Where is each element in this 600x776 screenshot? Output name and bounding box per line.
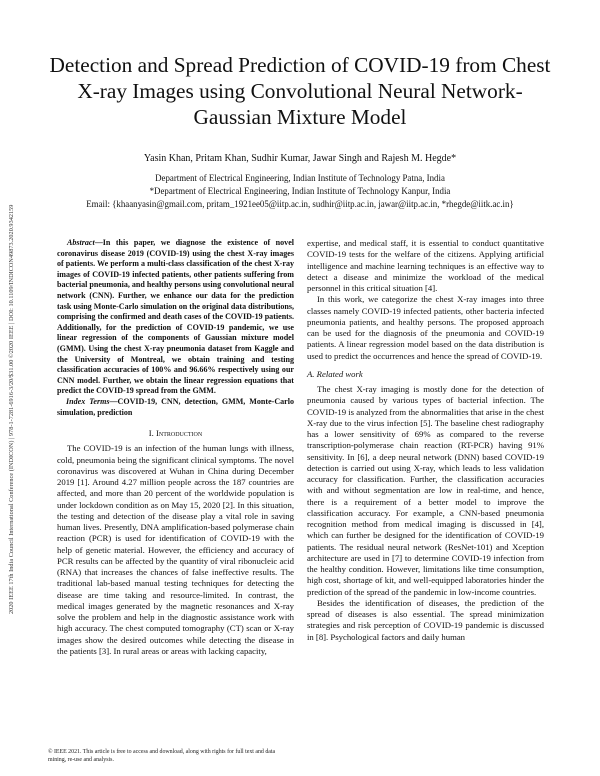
abstract-label: Abstract xyxy=(67,238,95,247)
abstract-text: —In this paper, we diagnose the existence of novel coronavirus disease 2019 (COVID-19) using the chest X-ray images of patients. We perform a multi-class classification of the chest X-ray images of COVID-19 infected patients, other patients suffering from bacterial pneumonia, and healthy persons using convolutional neural network (CNN). Further, we enhance our data for the prediction task using Monte-Carlo simulation on the original data distributions, comprising the confirmed and death cases of the COVID-19 patients. Additionally, for the prediction of COVID-19 pandemic, we use linear regression of the components of Gaussian mixture model (GMM). Using the chest X-ray pneumonia dataset from Kaggle and the University of Montreal, we obtain training and testing classification accuracies of 100% and 96.66% respectively using our CNN model. Further, we obtain the linear regression equations that predict the COVID-19 spread from the GMM. xyxy=(57,238,294,396)
introduction-paragraph: The COVID-19 is an infection of the human lungs with illness, cold, pneumonia being the significant clinical symptoms. The novel coronavirus was discovered at Wuhan in China during December 2019 [1]. Around 4.27 million people across the 187 countries are affected, and more than 20 percent of the worldwide population is under lockdown condition as on May 15, 2020 [2]. In this situation, the testing and detection of the disease play a vital role in saving human lives. Presently, DNA amplification-based polymerase chain reaction (PCR) is used for identification of COVID-19 with the help of genetic material. However, the efficiency and accuracy of PCR results can be affected by the quantity of viral ribonucleic acid (RNA) that increases the chances of false ineffective results. The traditional lab-based manual testing techniques for detecting the disease are time taking and resource-limited. In contrast, the medical images generated by the magnetic resonances and X-ray solve the problem and help in the diagnostic assistance work with high accuracy. The chest computed tomography (CT) scan or X-ray images show the desired outcomes while detecting the disease in the patients [3]. In rural areas or areas with lacking capacity, xyxy=(57,443,294,656)
index-terms xyxy=(57,397,294,418)
body-paragraph-3: The chest X-ray imaging is mostly done for the detection of pneumonia caused by various types of bacterial infection. The COVID-19 is analyzed from the abnormalities that arise in the chest X-ray due to the virus infection [5]. The baseline chest radiography has a lower sensitivity of 69% as compared to the reverse transcription-polymerase chain reaction (RT-PCR) having 91% sensitivity. In [6], a deep neural network (DNN) based COVID-19 detection is carried out using X-ray, which leads to less validation accuracy for classification. Further, the classification accuracies with and without segmentation are low in real-time, and hence, there is a requirement of a better model to improve the classification accuracy. For example, a CNN-based pneumonia recognition method from medical imaging is discussed in [4], which can further be designed for the identification of COVID-19 patients. The residual neural network (ResNet-101) and Xception architecture are used in [7] to determine COVID-19 infection from the healthy condition. However, limitations like time consumption, high cost, shortage of kit, and well-equipped laboratories hinder the prediction of the spread of the pandemic in low-income countries. xyxy=(307,384,544,597)
subsection-heading-related-work: A. Related work xyxy=(307,368,363,379)
abstract xyxy=(57,238,294,397)
copyright-notice: © IEEE 2021. This article is free to access and download, along with rights for full text and data mining, re-use and analysis. xyxy=(48,749,276,763)
index-terms-label: Index Terms xyxy=(66,396,110,406)
email-list: Email: {khaanyasin@gmail.com, pritam_1921ee05@iitp.ac.in, sudhir@iitp.ac.in, jawar@iitp.ac.in, *rhegde@iitk.ac.in} xyxy=(86,199,514,209)
body-paragraph-4: Besides the identification of diseases, the prediction of the spread of diseases is also essential. The spread minimization strategies and risk perception of COVID-19 pandemic is discussed in [8]. Psychological factors and daily human xyxy=(307,597,544,642)
body-paragraph-2: In this work, we categorize the chest X-ray images into three classes namely COVID-19 infected patients, other bacteria infected pneumonia patients, and healthy persons. The proposed approach can be used for the diagnosis of the pneumonia and COVID-19 patients. A linear regression model based on the data distribution is used to predict the occurrences and hence the spread of COVID-19. xyxy=(307,294,544,361)
section-heading-introduction: I. Introduction xyxy=(148,428,203,439)
author-list: Yasin Khan, Pritam Khan, Sudhir Kumar, Jawar Singh and Rajesh M. Hegde* xyxy=(143,153,457,164)
left-column xyxy=(57,238,294,657)
index-terms-text: —COVID-19, CNN, detection, GMM, Monte-Carlo simulation, prediction xyxy=(57,396,294,417)
paper-title: Detection and Spread Prediction of COVID-19 from Chest X-ray Images using Convolutional Neural Network-Gaussian Mixture Model xyxy=(49,53,551,129)
affiliation-kanpur: *Department of Electrical Engineering, Indian Institute of Technology Kanpur, India xyxy=(149,186,451,196)
body-paragraph-1: expertise, and medical staff, it is essential to conduct quantitative COVID-19 tests for the welfare of the citizens. Applying artificial intelligence and machine learning techniques is an effective way to detect a disease and minimize the workload of the medical personnel in this critical situation [4]. xyxy=(307,238,544,293)
affiliation-patna: Department of Electrical Engineering, Indian Institute of Technology Patna, India xyxy=(155,173,445,183)
right-column xyxy=(307,238,544,643)
doi-sidebar: 2020 IEEE 17th India Council International Conference (INDICON) | 978-1-7281-6916-3/20/$31.00 ©2020 IEEE | DOI: 10.1109/INDICON49873.2020.9342159 xyxy=(8,204,15,614)
